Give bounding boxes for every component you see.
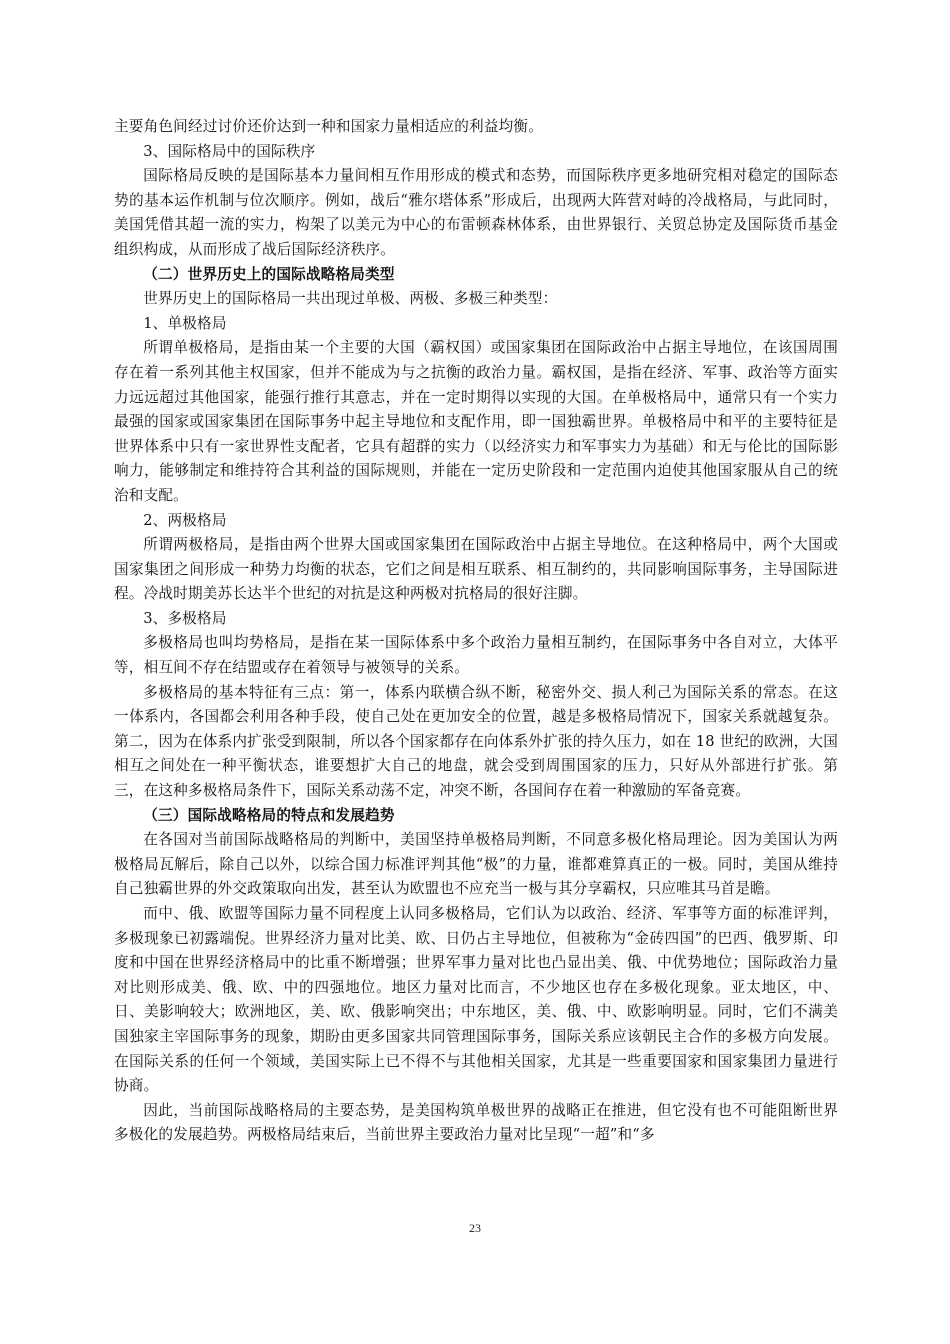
section-subheading: 3、国际格局中的国际秩序 — [143, 142, 316, 160]
paragraph: 在各国对当前国际战略格局的判断中，美国坚持单极格局判断，不同意多极化格局理论。因为美国认为两极格局瓦解后，除自己以外，以综合国力标准评判其他“极”的力量，谁都难算真正的一极。同时，美国从维持自己独霸世界的外交政策取向出发，甚至认为欧盟也不应充当一极与其分享霸权，只应唯其马首是瞻。 — [114, 831, 838, 898]
paragraph: 所谓单极格局，是指由某一个主要的大国（霸权国）或国家集团在国际政治中占据主导地位，在该国周围存在着一系列其他主权国家，但并不能成为与之抗衡的政治力量。霸权国，是指在经济、军事、政治等方面实力远远超过其他国家，能强行推行其意志，并在一定时期得以实现的大国。在单极格局中，通常只有一个实力最强的国家或国家集团在国际事务中起主导地位和支配作用，即一国独霸世界。单极格局中和平的主要特征是世界体系中只有一家世界性支配者，它具有超群的实力（以经济实力和军事实力为基础）和无与伦比的国际影响力，能够制定和维持符合其利益的国际规则，并能在一定历史阶段和一定范围内迫使其他国家服从自己的统治和支配。 — [114, 339, 838, 504]
paragraph: 国际格局反映的是国际基本力量间相互作用形成的模式和态势，而国际秩序更多地研究相对稳定的国际态势的基本运作机制与位次顺序。例如，战后“雅尔塔体系”形成后，出现两大阵营对峙的冷战格局，与此同时，美国凭借其超一流的实力，构架了以美元为中心的布雷顿森林体系，由世界银行、关贸总协定及国际货币基金组织构成，从而形成了战后国际经济秩序。 — [114, 167, 838, 258]
page-number: 23 — [469, 1221, 481, 1235]
paragraph: 多极格局的基本特征有三点：第一，体系内联横合纵不断，秘密外交、损人利己为国际关系的常态。在这一体系内，各国都会利用各种手段，使自己处在更加安全的位置，越是多极格局情况下，国家关系就越复杂。第二，因为在体系内扩张受到限制，所以各个国家都存在向体系外扩张的持久压力，如在 18 世纪的欧洲，大国相互之间处在一种平衡状态，谁要想扩大自己的地盘，就会受到周围国家的压力，只好从外部进行扩张。第三，在这种多极格局条件下，国际关系动荡不定，冲突不断，各国间存在着一种激励的军备竞赛。 — [114, 683, 838, 800]
paragraph: 主要角色间经过讨价还价达到一种和国家力量相适应的利益均衡。 — [114, 118, 544, 135]
paragraph: 所谓两极格局，是指由两个世界大国或国家集团在国际政治中占据主导地位。在这种格局中，两个大国或国家集团之间形成一种势力均衡的状态，它们之间是相互联系、相互制约的，共同影响国际事务，主导国际进程。冷战时期美苏长达半个世纪的对抗是这种两极对抗格局的很好注脚。 — [114, 536, 838, 603]
section-subheading: 3、多极格局 — [143, 609, 227, 627]
paragraph: 多极格局也叫均势格局，是指在某一国际体系中多个政治力量相互制约，在国际事务中各自对立，大体平等，相互间不存在结盟或存在着领导与被领导的关系。 — [114, 634, 838, 677]
document-body — [114, 115, 838, 1148]
paragraph: 因此，当前国际战略格局的主要态势，是美国构筑单极世界的战略正在推进，但它没有也不可能阻断世界多极化的发展趋势。两极格局结束后，当前世界主要政治力量对比呈现“一超”和“多 — [114, 1101, 838, 1144]
paragraph: 世界历史上的国际格局一共出现过单极、两极、多极三种类型： — [143, 290, 558, 308]
paragraph: 而中、俄、欧盟等国际力量不同程度上认同多极格局，它们认为以政治、经济、军事等方面的标准评判，多极现象已初露端倪。世界经济力量对比美、欧、日仍占主导地位，但被称为“金砖四国”的巴西、俄罗斯、印度和中国在世界经济格局中的比重不断增强；世界军事力量对比也凸显出美、俄、中优势地位；国际政治力量对比则形成美、俄、欧、中的四强地位。地区力量对比而言，不少地区也存在多极化现象。亚太地区，中、日、美影响较大；欧洲地区，美、欧、俄影响突出；中东地区，美、俄、中、欧影响明显。同时，它们不满美国独家主宰国际事务的现象，期盼由更多国家共同管理国际事务，国际关系应该朝民主合作的多极方向发展。在国际关系的任何一个领域，美国实际上已不得不与其他相关国家，尤其是一些重要国家和国家集团力量进行协商。 — [114, 905, 838, 1095]
section-heading: （三）国际战略格局的特点和发展趋势 — [143, 806, 395, 824]
section-subheading: 2、两极格局 — [143, 511, 227, 529]
section-subheading: 1、单极格局 — [143, 314, 227, 332]
section-heading: （二）世界历史上的国际战略格局类型 — [143, 265, 395, 283]
